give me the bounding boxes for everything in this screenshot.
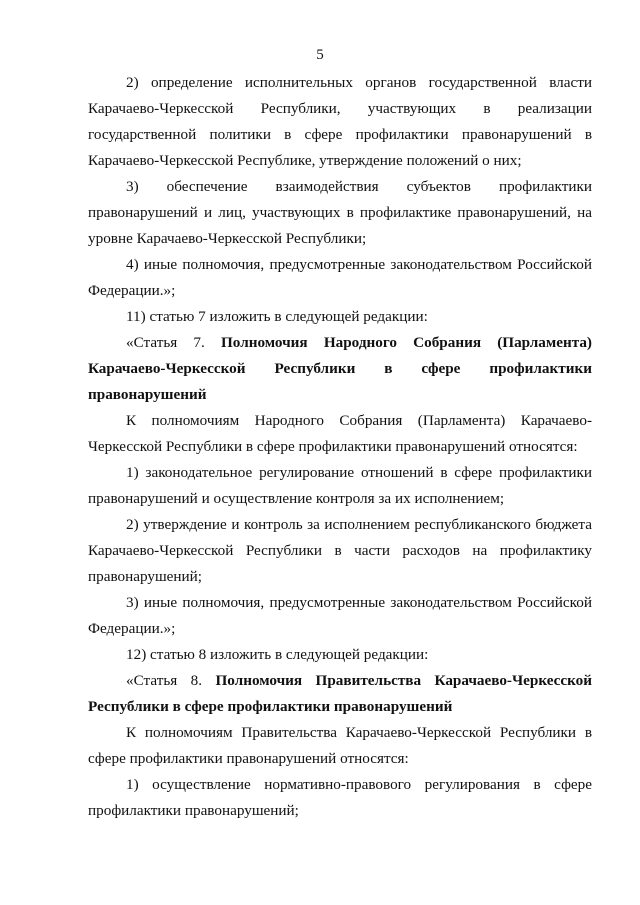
article-prefix: «Статья 8. bbox=[126, 672, 203, 689]
article-title: Полномочия Правительства Карачаево-Черкесской Республики в сфере профилактики правонарушений bbox=[88, 672, 593, 715]
article-heading bbox=[88, 668, 592, 720]
paragraph: К полномочиям Правительства Карачаево-Черкесской Республики в сфере профилактики правонарушений относятся: bbox=[88, 724, 592, 767]
paragraph: 4) иные полномочия, предусмотренные законодательством Российской Федерации.»; bbox=[88, 256, 592, 299]
page-number: 5 bbox=[316, 47, 324, 63]
paragraph: 11) статью 7 изложить в следующей редакции: bbox=[126, 308, 428, 325]
paragraph: 3) иные полномочия, предусмотренные законодательством Российской Федерации.»; bbox=[88, 594, 592, 637]
paragraph: К полномочиям Народного Собрания (Парламента) Карачаево-Черкесской Республики в сфере профилактики правонарушений относятся: bbox=[88, 412, 592, 455]
paragraph: 12) статью 8 изложить в следующей редакции: bbox=[126, 646, 429, 663]
paragraph: 3) обеспечение взаимодействия субъектов профилактики правонарушений и лиц, участвующих в профилактике правонарушений, на уровне Карачаево-Черкесской Республики; bbox=[88, 178, 592, 247]
article-title: Полномочия Народного Собрания (Парламента) Карачаево-Черкесской Республики в сфере профилактики правонарушений bbox=[88, 334, 592, 403]
paragraph: 1) осуществление нормативно-правового регулирования в сфере профилактики правонарушений; bbox=[88, 776, 592, 819]
article-heading bbox=[88, 330, 592, 408]
paragraph: 2) определение исполнительных органов государственной власти Карачаево-Черкесской Республики, участвующих в реализации государственной политики в сфере профилактики правонарушений в Карачаево-Черкесской Республике, утверждение положений о них; bbox=[88, 74, 592, 169]
article-prefix: «Статья 7. bbox=[126, 334, 205, 351]
document-body bbox=[88, 70, 592, 824]
paragraph: 1) законодательное регулирование отношений в сфере профилактики правонарушений и осуществление контроля за их исполнением; bbox=[88, 464, 592, 507]
paragraph: 2) утверждение и контроль за исполнением республиканского бюджета Карачаево-Черкесской Республики в части расходов на профилактику правонарушений; bbox=[88, 516, 592, 585]
